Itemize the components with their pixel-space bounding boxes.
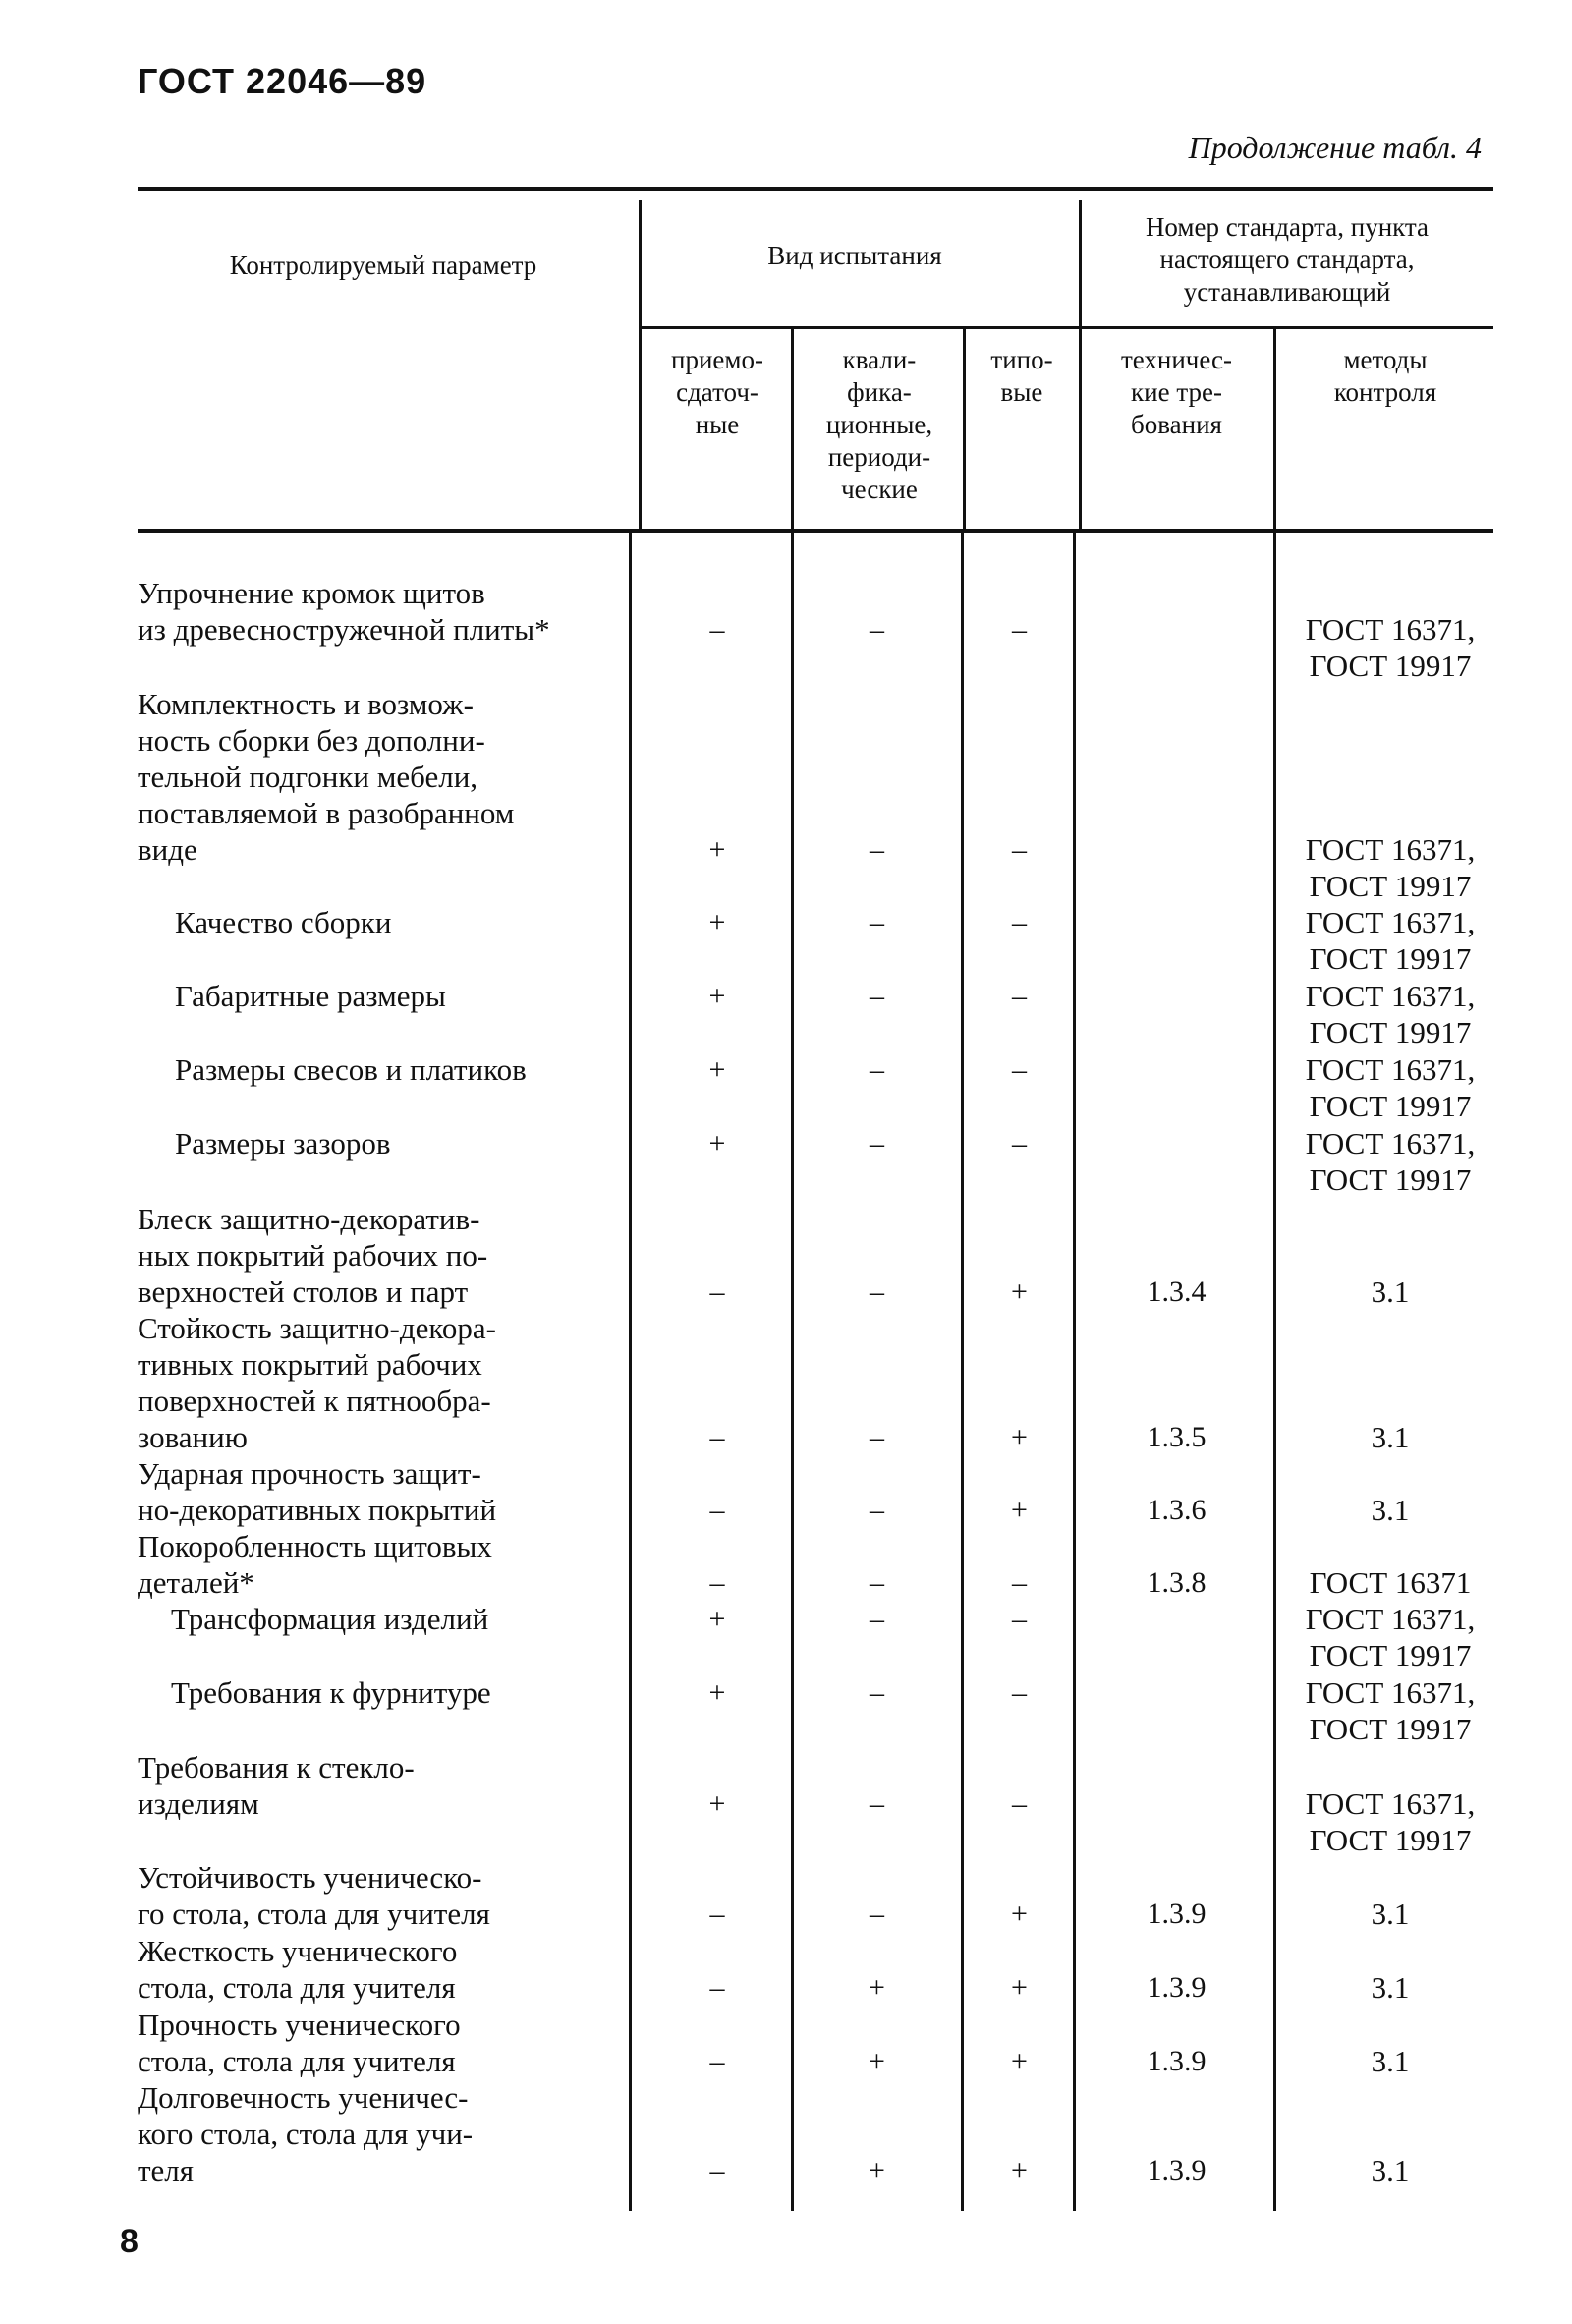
row-param: Упрочнение кромок щитов из древесностружечной плиты* (138, 576, 550, 647)
col-divider-acceptance-body (791, 533, 794, 2211)
header-tech-req: техничес- кие тре- бования (1120, 345, 1233, 439)
table-continuation-label: Продолжение табл. 4 (1188, 130, 1482, 165)
row-acceptance: + (708, 1127, 726, 1160)
row-methods: ГОСТ 16371, ГОСТ 19917 (1305, 1786, 1476, 1857)
row-methods: ГОСТ 16371, ГОСТ 19917 (1305, 1675, 1476, 1746)
row-acceptance: – (709, 613, 725, 646)
header-qualification: квали- фика- ционные, периоди- ческие (825, 345, 933, 504)
row-acceptance: – (709, 1494, 725, 1526)
row-methods: 3.1 (1371, 1970, 1410, 2005)
row-acceptance: + (708, 833, 726, 866)
row-acceptance: – (709, 1566, 725, 1599)
row-qualification: – (870, 1603, 884, 1635)
row-param: Качество сборки (175, 905, 392, 939)
row-param: Прочность ученического стола, стола для учителя (138, 2008, 461, 2078)
row-methods: 3.1 (1371, 1493, 1410, 1527)
row-methods: ГОСТ 16371 (1309, 1565, 1472, 1600)
header-methods: методы контроля (1333, 345, 1437, 407)
row-tech: 1.3.9 (1147, 2154, 1207, 2186)
row-acceptance: + (708, 906, 726, 938)
row-param: Блеск защитно-декоратив- ных покрытий рабочих по- верхностей столов и парт (138, 1202, 488, 1309)
row-qualification: – (870, 1676, 884, 1709)
row-type: + (1011, 2154, 1028, 2186)
row-qualification: + (869, 2045, 885, 2077)
row-qualification: – (870, 1053, 884, 1086)
row-type: + (1011, 1275, 1028, 1308)
row-param: Жесткость ученического стола, стола для учителя (138, 1934, 458, 2005)
row-qualification: – (870, 1127, 884, 1160)
header-bottom-rule (138, 529, 1493, 533)
row-type: – (1012, 1603, 1027, 1635)
row-tech: 1.3.5 (1147, 1421, 1207, 1453)
row-type: – (1012, 833, 1027, 866)
row-type: + (1011, 1494, 1028, 1526)
row-methods: 3.1 (1371, 1420, 1410, 1454)
row-acceptance: – (709, 2045, 725, 2077)
row-methods: ГОСТ 16371, ГОСТ 19917 (1305, 832, 1476, 903)
row-param: Стойкость защитно-декора- тивных покрытий рабочих поверхностей к пятнообра- зованию (138, 1311, 496, 1454)
page-number: 8 (120, 2223, 139, 2260)
row-tech: 1.3.9 (1147, 1898, 1207, 1930)
row-type: – (1012, 1787, 1027, 1820)
row-qualification: + (869, 2154, 885, 2186)
header-type-tests: типо- вые (990, 345, 1053, 407)
row-qualification: – (870, 1787, 884, 1820)
row-type: + (1011, 1971, 1028, 2004)
row-acceptance: + (708, 1787, 726, 1820)
row-acceptance: – (709, 2154, 725, 2186)
header-param: Контролируемый параметр (229, 250, 537, 280)
col-divider-qualification (963, 328, 966, 533)
row-type: – (1012, 1053, 1027, 1086)
row-tech: 1.3.8 (1147, 1566, 1207, 1599)
header-test-type: Вид испытания (767, 240, 942, 270)
row-methods: ГОСТ 16371, ГОСТ 19917 (1305, 1126, 1476, 1197)
table-top-rule (138, 187, 1493, 191)
row-acceptance: + (708, 1053, 726, 1086)
row-param: Требования к стекло- изделиям (138, 1750, 415, 1821)
row-param: Габаритные размеры (175, 979, 446, 1013)
row-methods: 3.1 (1371, 2153, 1410, 2187)
row-tech: 1.3.9 (1147, 2045, 1207, 2077)
row-methods: 3.1 (1371, 1897, 1410, 1931)
row-acceptance: – (709, 1421, 725, 1453)
document-code: ГОСТ 22046—89 (138, 61, 427, 101)
row-acceptance: + (708, 1676, 726, 1709)
row-qualification: – (870, 906, 884, 938)
row-type: – (1012, 906, 1027, 938)
row-qualification: – (870, 1494, 884, 1526)
col-divider-qualification-body (961, 533, 964, 2211)
header-acceptance: приемо- сдаточ- ные (671, 345, 763, 439)
row-qualification: – (870, 1275, 884, 1308)
row-type: – (1012, 1676, 1027, 1709)
row-param: Долговечность ученичес- кого стола, стола для учи- теля (138, 2080, 474, 2187)
row-type: – (1012, 980, 1027, 1012)
row-methods: ГОСТ 16371, ГОСТ 19917 (1305, 905, 1476, 976)
row-type: + (1011, 1421, 1028, 1453)
col-divider-tech (1273, 328, 1276, 533)
row-param: Устойчивость ученическо- го стола, стола для учителя (138, 1860, 490, 1931)
row-acceptance: + (708, 980, 726, 1012)
row-methods: 3.1 (1371, 1275, 1410, 1309)
header-standard: Номер стандарта, пункта настоящего стандарта, устанавливающий (1145, 211, 1430, 307)
row-methods: 3.1 (1371, 2044, 1410, 2078)
row-param: Трансформация изделий (171, 1602, 489, 1636)
row-methods: ГОСТ 16371, ГОСТ 19917 (1305, 612, 1476, 683)
col-divider-tech-body (1273, 533, 1276, 2211)
row-type: + (1011, 2045, 1028, 2077)
col-divider-param-body (629, 533, 632, 2211)
row-param: Покоробленность щитовых деталей* (138, 1529, 492, 1600)
col-divider-type-body (1073, 533, 1076, 2211)
row-acceptance: + (708, 1603, 726, 1635)
row-tech: 1.3.9 (1147, 1971, 1207, 2004)
row-type: – (1012, 613, 1027, 646)
row-type: – (1012, 1566, 1027, 1599)
row-methods: ГОСТ 16371, ГОСТ 19917 (1305, 1602, 1476, 1672)
row-qualification: + (869, 1971, 885, 2004)
row-qualification: – (870, 1421, 884, 1453)
col-divider-acceptance (791, 328, 794, 533)
row-param: Комплектность и возмож- ность сборки без дополни- тельной подгонки мебели, поставляемой в разобранном виде (138, 687, 515, 867)
row-acceptance: – (709, 1898, 725, 1930)
row-type: – (1012, 1127, 1027, 1160)
row-qualification: – (870, 1898, 884, 1930)
row-qualification: – (870, 613, 884, 646)
row-param: Требования к фурнитуре (171, 1675, 491, 1710)
row-tech: 1.3.6 (1147, 1494, 1207, 1526)
row-tech: 1.3.4 (1147, 1275, 1207, 1308)
row-param: Размеры свесов и платиков (175, 1052, 527, 1087)
row-acceptance: – (709, 1971, 725, 2004)
row-qualification: – (870, 1566, 884, 1599)
row-type: + (1011, 1898, 1028, 1930)
row-acceptance: – (709, 1275, 725, 1308)
row-param: Ударная прочность защит- но-декоративных покрытий (138, 1456, 497, 1527)
row-methods: ГОСТ 16371, ГОСТ 19917 (1305, 979, 1476, 1049)
row-qualification: – (870, 980, 884, 1012)
row-methods: ГОСТ 16371, ГОСТ 19917 (1305, 1052, 1476, 1123)
row-qualification: – (870, 833, 884, 866)
row-param: Размеры зазоров (175, 1126, 391, 1161)
header-sub-rule (641, 326, 1493, 329)
